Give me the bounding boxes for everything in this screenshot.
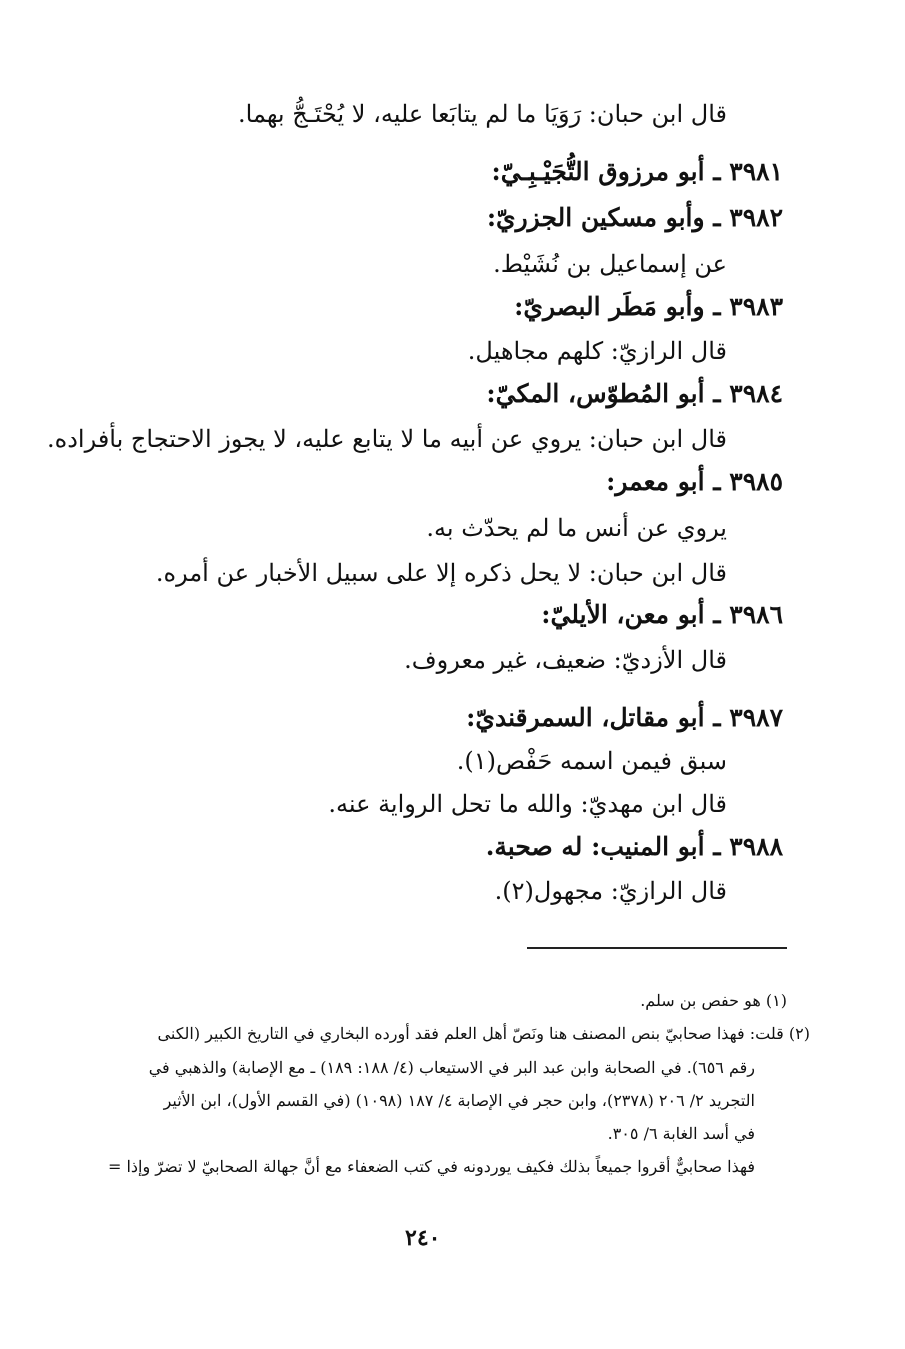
footnote-line-6: فهذا صحابيٌّ أقروا جميعاً بذلك فكيف يوردونه في كتب الضعفاء مع أنَّ جهالة الصحابيّ لا تضرّ وإذا = [107, 1157, 755, 1176]
footnote-line-5: في أسد الغابة ٦/ ٣٠٥. [607, 1124, 755, 1143]
entry-heading-3983: ٣٩٨٣ ـ وأبو مَطَر البصريّ: [514, 292, 783, 321]
body-line-8: قال ابن حبان: يروي عن أبيه ما لا يتابع عليه، لا يجوز الاحتجاج بأفراده. [47, 425, 727, 453]
page-number: ٢٤٠ [405, 1225, 441, 1251]
entry-heading-3985: ٣٩٨٥ ـ أبو معمر: [606, 467, 783, 496]
footnote-line-4: التجريد ٢/ ٢٠٦ (٢٣٧٨)، وابن حجر في الإصابة ٤/ ١٨٧ (١٠٩٨) (في القسم الأول)، ابن الأثير [163, 1091, 755, 1110]
body-line-6: قال الرازيّ: كلهم مجاهيل. [467, 337, 727, 365]
body-line-13: قال الأزديّ: ضعيف، غير معروف. [404, 646, 727, 674]
entry-heading-3988: ٣٩٨٨ ـ أبو المنيب: له صحبة. [485, 832, 783, 861]
footnote-line-3: رقم ٦٥٦). في الصحابة وابن عبد البر في الاستيعاب (٤/ ١٨٨: ١٨٩) ـ مع الإصابة) والذهبي في [148, 1058, 755, 1077]
entry-heading-3986: ٣٩٨٦ ـ أبو معن، الأيليّ: [541, 600, 783, 629]
footnote-divider [527, 947, 787, 949]
body-line-15: سبق فيمن اسمه حَفْص(١). [456, 747, 727, 775]
body-line-18: قال الرازيّ: مجهول(٢). [494, 877, 727, 905]
entry-heading-3987: ٣٩٨٧ ـ أبو مقاتل، السمرقنديّ: [466, 703, 783, 732]
body-line-1: قال ابن حبان: رَوَيَا ما لم يتابَعا عليه، لا يُحْتَـجُّ بهما. [238, 100, 727, 128]
footnote-line-2: (٢) قلت: فهذا صحابيّ بنص المصنف هنا ونَصّ أهل العلم فقد أورده البخاري في التاريخ الكبير (الكنى [157, 1024, 810, 1043]
footnote-line-1: (١) هو حفص بن سلم. [640, 991, 787, 1010]
body-line-10: يروي عن أنس ما لم يحدّث به. [426, 514, 727, 542]
body-line-16: قال ابن مهديّ: والله ما تحل الرواية عنه. [328, 790, 727, 818]
body-line-4: عن إسماعيل بن نُشَيْط. [493, 250, 727, 278]
entry-heading-3982: ٣٩٨٢ ـ وأبو مسكين الجزريّ: [486, 203, 783, 232]
entry-heading-3981: ٣٩٨١ ـ أبو مرزوق التُّجَيْـبِـيّ: [491, 157, 783, 186]
body-line-11: قال ابن حبان: لا يحل ذكره إلا على سبيل الأخبار عن أمره. [155, 559, 727, 587]
entry-heading-3984: ٣٩٨٤ ـ أبو المُطوّس، المكيّ: [486, 379, 783, 408]
